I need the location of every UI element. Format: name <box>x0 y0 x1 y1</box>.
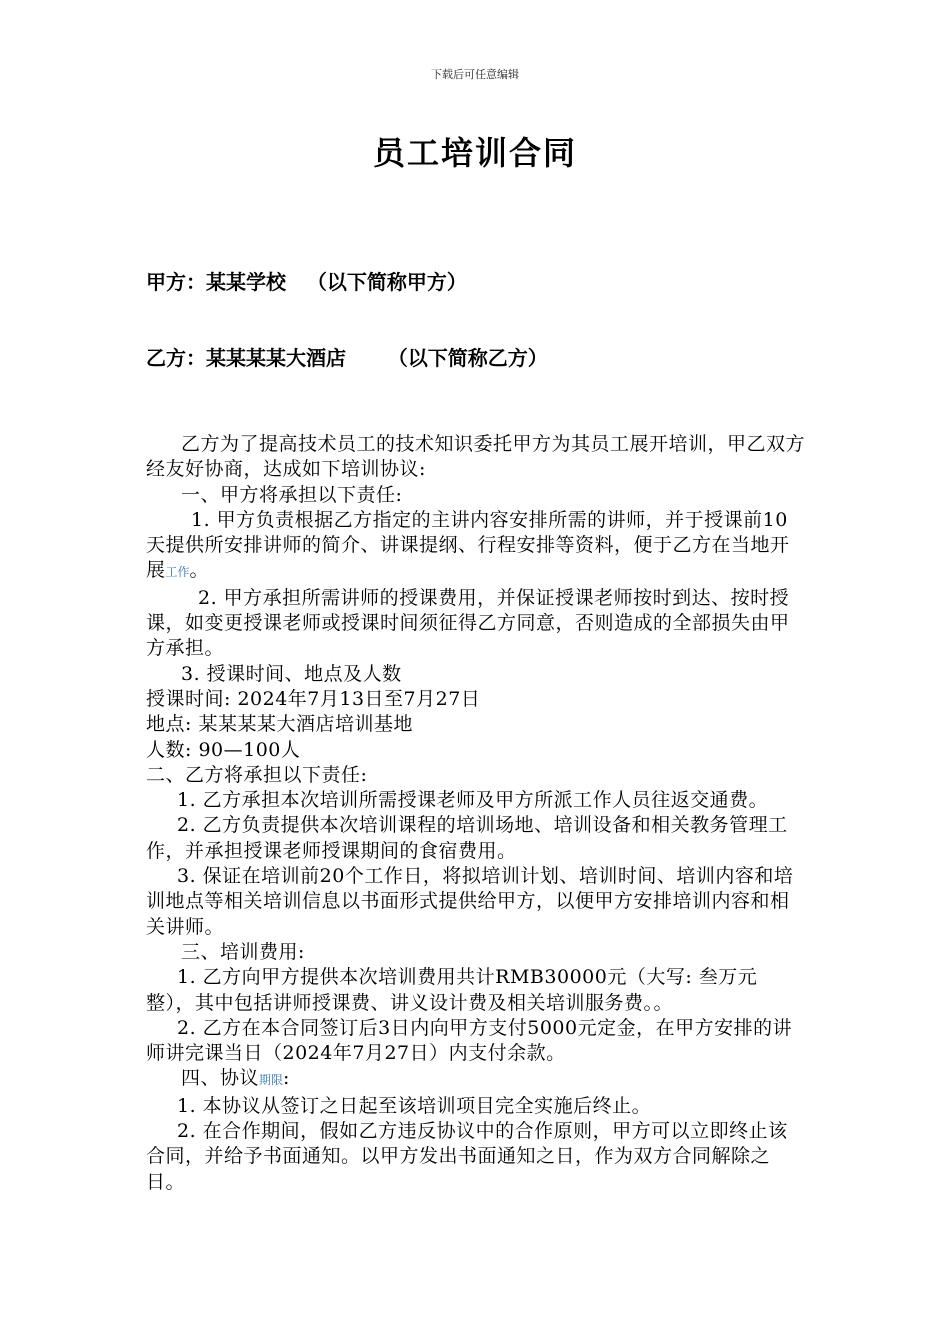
section-1-item-1-end: 。 <box>189 559 210 582</box>
section-2-item-1: 1. 乙方承担本次培训所需授课老师及甲方所派工作人员往返交通费。 <box>177 789 769 812</box>
party-b-line: 乙方：某某某某大酒店 （以下简称乙方） <box>146 346 548 370</box>
section-3-item-2: 2. 乙方在本合同签订后3日内向甲方支付5000元定金，在甲方安排的讲师讲完课当日（2024年7月27日）内支付余款。 <box>146 1016 793 1065</box>
section-2-item-3: 3. 保证在培训前20个工作日，将拟培训计划、培训时间、培训内容和培训地点等相关培训信息以书面形式提供给甲方，以便甲方安排培训内容和相关讲师。 <box>146 865 794 938</box>
inline-note-work: 工作 <box>165 565 190 580</box>
section-3-heading: 三、培训费用: <box>181 940 305 963</box>
section-1-heading: 一、甲方将承担以下责任: <box>181 483 403 506</box>
section-1-item-1 <box>146 508 806 586</box>
section-1-item-3: 3. 授课时间、地点及人数 <box>181 662 402 685</box>
page-title: 员工培训合同 <box>372 134 577 172</box>
section-2-heading: 二、乙方将承担以下责任: <box>146 763 368 786</box>
section-4-item-1: 1. 本协议从签订之日起至该培训项目完全实施后终止。 <box>177 1094 652 1117</box>
section-4-heading-end: : <box>283 1067 290 1090</box>
party-a-line: 甲方：某某学校 （以下简称甲方） <box>146 270 467 294</box>
section-4-item-2: 2. 在合作期间，假如乙方违反协议中的合作原则，甲方可以立即终止该合同，并给予书面通知。以甲方发出书面通知之日，作为双方合同解除之日。 <box>146 1120 788 1193</box>
section-1-item-2: 2. 甲方承担所需讲师的授课费用，并保证授课老师按时到达、按时授课，如变更授课老师或授课时间须征得乙方同意，否则造成的全部损失由甲方承担。 <box>146 586 790 660</box>
contract-body <box>146 432 806 1195</box>
section-2-item-2: 2. 乙方负责提供本次培训课程的培训场地、培训设备和相关教务管理工作，并承担授课老师授课期间的食宿费用。 <box>146 814 788 862</box>
intro-paragraph: 乙方为了提高技术员工的技术知识委托甲方为其员工展开培训，甲乙双方经友好协商，达成如下培训协议: <box>146 433 806 481</box>
section-4-heading <box>146 1066 806 1093</box>
section-4-heading-text: 四、协议 <box>181 1067 260 1090</box>
inline-note-term: 期限 <box>259 1073 284 1088</box>
training-time: 授课时间: 2024年7月13日至7月27日 <box>146 687 481 710</box>
training-place: 地点: 某某某某大酒店培训基地 <box>146 713 413 736</box>
header-note: 下载后可任意编辑 <box>431 68 519 81</box>
section-1-item-1-text: 1. 甲方负责根据乙方指定的主讲内容安排所需的讲师，并于授课前10天提供所安排讲师的简介、讲课提纲、行程安排等资料，便于乙方在当地开展 <box>146 508 790 582</box>
section-3-item-1: 1. 乙方向甲方提供本次培训费用共计RMB30000元（大写: 叁万元整），其中包括讲师授课费、讲义设计费及相关培训服务费。。 <box>146 966 758 1014</box>
training-count: 人数: 90—100人 <box>146 738 301 761</box>
